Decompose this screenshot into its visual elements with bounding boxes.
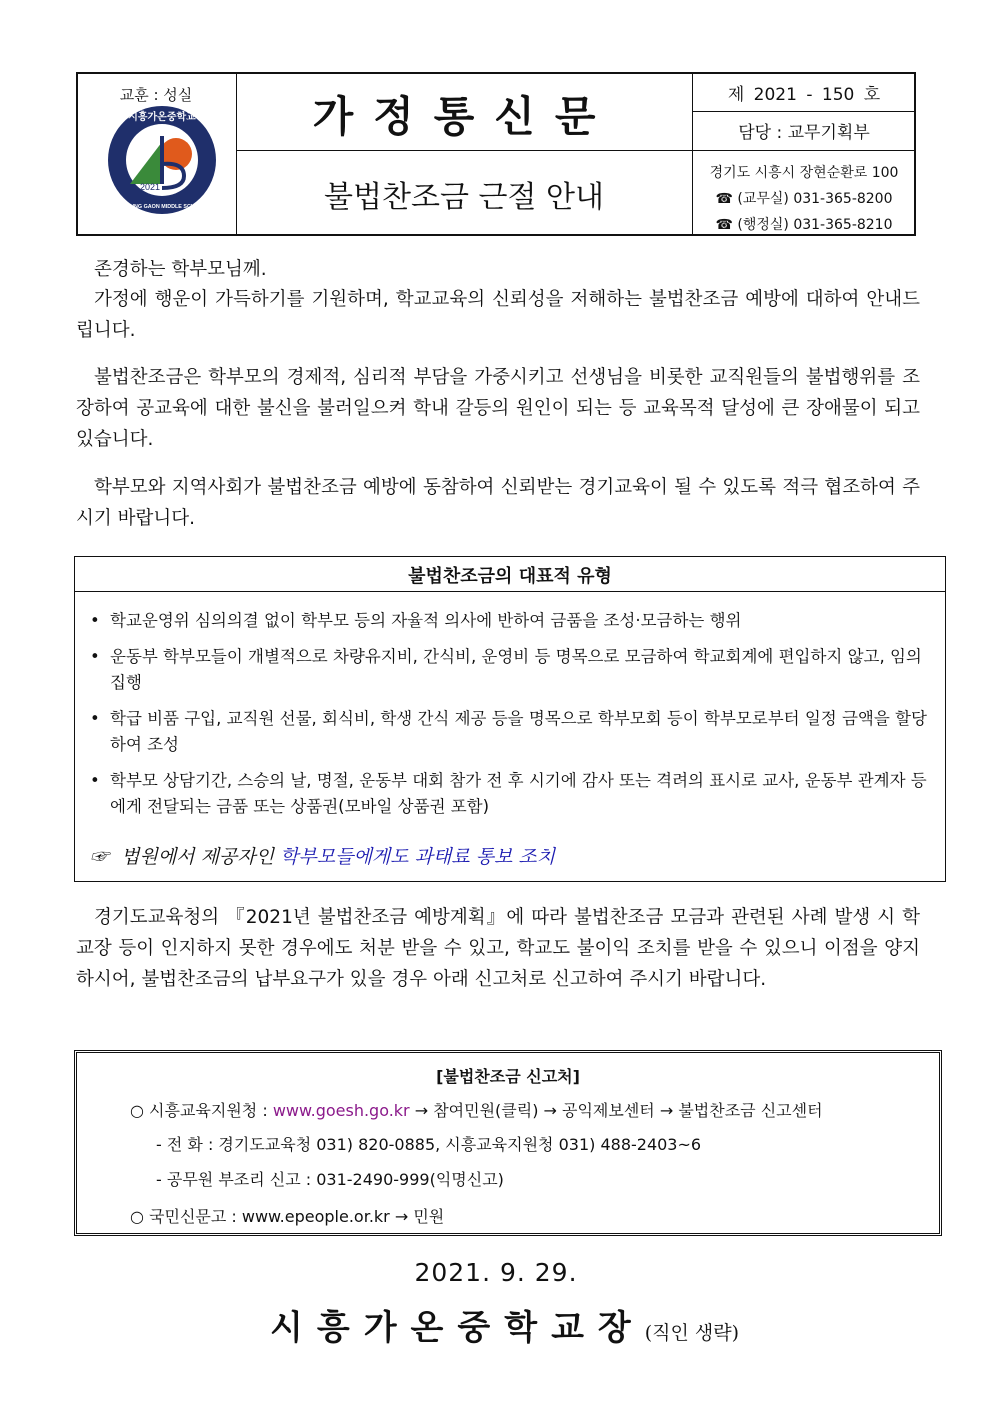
signature — [270, 1300, 739, 1349]
address: 경기도 시흥시 장현순환로 100 — [709, 165, 899, 181]
pointing-hand-icon: ☞ — [90, 846, 110, 868]
paragraph-policy: 경기도교육청의 『2021년 불법찬조금 예방계획』에 따라 불법찬조금 모금과 관련된 사례 발생 시 학교장 등이 인지하지 못한 경우에도 처분 받을 수 있고, 학교도 불이익 조치를 받을 수 있으니 이점을 양지하시어, 불법찬조금의 납부요구가 있을 경우 아래 신고처로 신고하여 주시기 바랍니다. — [76, 907, 920, 990]
types-list — [88, 608, 932, 830]
list-item: • 학부모 상담기간, 스승의 날, 명절, 운동부 대회 참가 전 후 시기에 감사 또는 격려의 표시로 교사, 운동부 관계자 등에게 전달되는 금품 또는 상품권(모바일 상품권 포함) — [88, 768, 932, 820]
types-title: 불법찬조금의 대표적 유형 — [408, 566, 612, 587]
department: 담당 : 교무기획부 — [738, 123, 870, 143]
report-line-phone: - 전 화 : 경기도교육청 031) 820-0885, 시흥교육지원청 031) 488-2403~6 — [156, 1135, 702, 1154]
page-title: 가정통신문 — [312, 92, 616, 141]
report-line-office: ○ 시흥교육지원청 : www.goesh.go.kr → 참여민원(클릭) → 공익제보센터 → 불법찬조금 신고센터 — [130, 1101, 823, 1120]
seal-note: (직인 생략) — [644, 1322, 740, 1344]
report-title: [불법찬조금 신고처] — [436, 1067, 580, 1086]
paragraph-intro: 가정에 행운이 가득하기를 기원하며, 학교교육의 신뢰성을 저해하는 불법찬조금 예방에 대하여 안내드립니다. — [76, 289, 920, 341]
bullet-icon: • — [90, 647, 100, 666]
phone-office: ☎ (교무실) 031-365-8200 — [715, 191, 893, 207]
report-line-corruption: - 공무원 부조리 신고 : 031-2490-999(익명신고) — [156, 1170, 504, 1189]
signer-name: 시흥가온중학교장 — [270, 1308, 645, 1348]
emblem-english: SIHEUNG GAON MIDDLE SCHOOL — [117, 204, 207, 210]
goesh-link[interactable]: www.goesh.go.kr — [272, 1101, 410, 1120]
list-item: • 학급 비품 구입, 교직원 선물, 회식비, 학생 간식 제공 등을 명목으로 학부모회 등이 학부모로부터 일정 금액을 할당하여 조성 — [88, 706, 932, 758]
issue-date: 2021. 9. 29. — [414, 1258, 578, 1287]
greeting: 존경하는 학부모님께. — [94, 259, 267, 280]
school-motto: 교훈 : 성실 — [119, 86, 193, 104]
emblem-name: 시흥가온중학교 — [128, 112, 196, 123]
phone-admin: ☎ (행정실) 031-365-8210 — [715, 217, 893, 233]
issue-number: 제 2021 - 150 호 — [727, 85, 881, 105]
list-item: • 운동부 학부모들이 개별적으로 차량유지비, 간식비, 운영비 등 명목으로 모금하여 학교회계에 편입하지 않고, 임의 집행 — [88, 644, 932, 696]
notice-highlight: 학부모들에게도 과태료 통보 조치 — [280, 846, 556, 868]
list-item: • 학교운영위 심의의결 없이 학부모 등의 자율적 의사에 반하여 금품을 조성·모금하는 행위 — [88, 608, 932, 634]
page-subtitle: 불법찬조금 근절 안내 — [324, 180, 604, 215]
bullet-icon: • — [90, 709, 100, 728]
paragraph-request: 학부모와 지역사회가 불법찬조금 예방에 동참하여 신뢰받는 경기교육이 될 수 있도록 적극 협조하여 주시기 바랍니다. — [76, 477, 920, 529]
bullet-icon: • — [90, 771, 100, 790]
paragraph-harm: 불법찬조금은 학부모의 경제적, 심리적 부담을 가중시키고 선생님을 비롯한 교직원들의 불법행위를 조장하여 공교육에 대한 불신을 불러일으켜 학내 갈등의 원인이 되는 등 교육목적 달성에 큰 장애물이 되고 있습니다. — [76, 367, 920, 450]
school-emblem-icon — [106, 104, 218, 216]
bullet-icon: • — [90, 611, 100, 630]
penalty-notice: ☞ 법원에서 제공자인 학부모들에게도 과태료 통보 조치 — [90, 846, 556, 868]
emblem-year: 2021 — [139, 182, 161, 192]
report-line-epeople: ○ 국민신문고 : www.epeople.or.kr → 민원 — [130, 1207, 445, 1226]
contact-info — [692, 160, 916, 238]
